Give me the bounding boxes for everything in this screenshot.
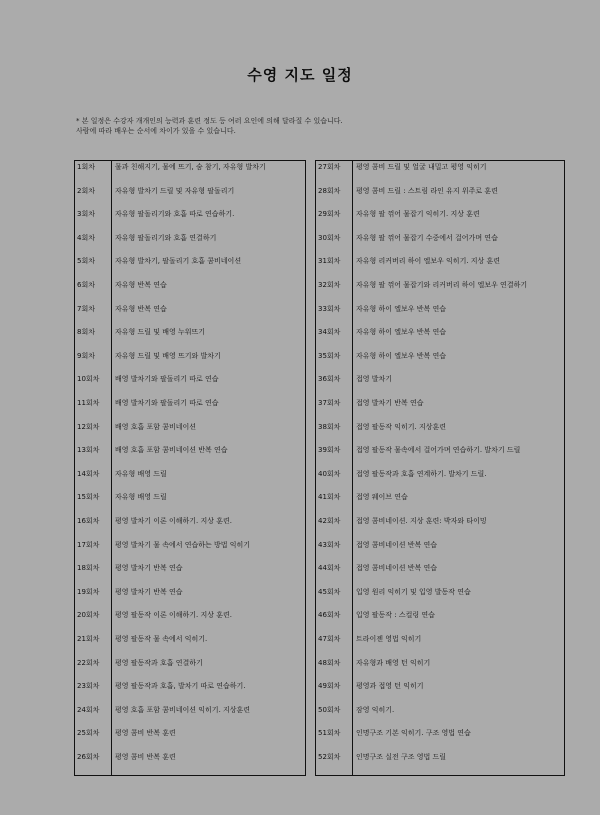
schedule-row <box>75 422 305 446</box>
schedule-row <box>75 209 305 233</box>
session-number: 43회차 <box>318 540 341 549</box>
schedule-row <box>75 658 305 682</box>
session-number: 18회차 <box>77 564 100 573</box>
session-content: 평영 콤비 드릴 및 얼굴 내밀고 평영 익히기 <box>356 163 487 171</box>
session-content: 평영 콤비 드릴 : 스트림 라인 유지 위주로 훈련 <box>356 186 498 195</box>
session-content: 입영 팔동작 : 스컬링 연습 <box>356 611 435 620</box>
session-content: 배영 호흡 포함 콤비네이션 반복 연습 <box>115 446 228 455</box>
schedule-row <box>316 705 564 729</box>
session-number: 51회차 <box>318 729 341 738</box>
schedule-row <box>75 374 305 398</box>
session-content: 자유형 팔 꺾어 물잡기 수중에서 걸어가며 연습 <box>356 233 498 242</box>
schedule-row <box>316 681 564 705</box>
session-number: 8회차 <box>77 328 95 337</box>
schedule-row <box>316 658 564 682</box>
session-content: 자유형 드릴 및 배영 누워뜨기 <box>115 328 206 337</box>
session-content: 자유형 리커버리 하이 엘보우 익히기. 지상 훈련 <box>356 257 501 266</box>
session-content: 자유형 팔 꺾어 물잡기와 리커버리 하이 엘보우 연결하기 <box>356 281 528 289</box>
schedule-row <box>75 162 305 186</box>
session-content: 접영 팔동작 익히기. 지상훈련 <box>356 422 447 431</box>
schedule-row <box>316 516 564 540</box>
session-content: 자유형 팔돌리기와 호흡 따로 연습하기. <box>115 210 235 219</box>
session-content: 평영 팔동작과 호흡, 발차기 따로 연습하기. <box>115 682 246 691</box>
schedule-row <box>316 186 564 210</box>
session-content: 평영 콤비 반복 훈련 <box>115 753 176 761</box>
session-number: 32회차 <box>318 281 341 289</box>
session-number: 52회차 <box>318 753 341 761</box>
schedule-row <box>316 540 564 564</box>
schedule-row <box>75 280 305 304</box>
session-content: 자유형 드릴 및 배영 뜨기와 발차기 <box>115 351 221 360</box>
schedule-notes <box>76 116 343 136</box>
session-number: 34회차 <box>318 328 341 337</box>
schedule-row <box>316 233 564 257</box>
schedule-row <box>75 634 305 658</box>
schedule-row <box>316 209 564 233</box>
session-number: 30회차 <box>318 233 341 242</box>
session-number: 48회차 <box>318 658 341 667</box>
schedule-row <box>75 516 305 540</box>
session-content: 평영 발차기 반복 연습 <box>115 564 183 573</box>
note-line: * 본 일정은 수강자 개개인의 능력과 훈련 정도 등 여러 요인에 의해 달라질 수 있습니다. <box>76 117 343 125</box>
session-number: 45회차 <box>318 587 341 596</box>
schedule-table-right <box>315 160 565 776</box>
session-number: 23회차 <box>77 682 100 691</box>
session-content: 접영 팔동작과 호흡 연계하기. 발차기 드릴. <box>356 469 487 478</box>
schedule-row <box>75 469 305 493</box>
schedule-row <box>316 587 564 611</box>
session-number: 46회차 <box>318 611 341 620</box>
session-content: 자유형 발차기 드릴 및 자유형 팔돌리기 <box>115 186 235 195</box>
schedule-row <box>316 304 564 328</box>
session-content: 자유형 하이 엘보우 반복 연습 <box>356 328 447 337</box>
session-number: 17회차 <box>77 540 100 549</box>
session-content: 자유형과 배영 턴 익히기 <box>356 658 431 667</box>
session-number: 33회차 <box>318 304 341 313</box>
session-content: 평영 발차기 이론 이해하기. 지상 훈련. <box>115 517 233 525</box>
schedule-row <box>316 162 564 186</box>
session-number: 9회차 <box>77 351 95 360</box>
session-number: 13회차 <box>77 446 100 455</box>
session-content: 배영 호흡 포함 콤비네이션 <box>115 422 197 431</box>
schedule-table-left <box>74 160 306 776</box>
schedule-row <box>316 469 564 493</box>
session-content: 평영 팔동작과 호흡 연결하기 <box>115 658 203 667</box>
schedule-row <box>316 422 564 446</box>
session-number: 6회차 <box>77 281 95 289</box>
session-content: 배영 발차기와 팔돌리기 따로 연습 <box>115 399 219 407</box>
session-number: 39회차 <box>318 446 341 455</box>
session-content: 트라이젠 영법 익히기 <box>356 635 422 643</box>
schedule-row <box>316 398 564 422</box>
session-content: 평영과 접영 턴 익히기 <box>356 682 424 691</box>
session-number: 31회차 <box>318 257 341 266</box>
schedule-row <box>75 728 305 752</box>
schedule-row <box>316 610 564 634</box>
session-number: 49회차 <box>318 682 341 691</box>
session-number: 26회차 <box>77 753 100 761</box>
session-content: 자유형 발차기, 팔돌리기 호흡 콤비네이션 <box>115 257 242 266</box>
session-number: 40회차 <box>318 469 341 478</box>
schedule-row <box>316 728 564 752</box>
schedule-row <box>316 327 564 351</box>
session-content: 접영 콤비네이션 반복 연습 <box>356 540 438 549</box>
note-line: 사람에 따라 배우는 순서에 차이가 있을 수 있습니다. <box>76 127 236 135</box>
session-content: 인명구조 기본 익히기. 구조 영법 연습 <box>356 729 471 738</box>
schedule-row <box>316 563 564 587</box>
session-content: 입영 원리 익히기 및 입영 발동작 연습 <box>356 587 471 596</box>
session-content: 자유형 하이 엘보우 반복 연습 <box>356 351 447 360</box>
session-number: 22회차 <box>77 658 100 667</box>
schedule-row <box>75 351 305 375</box>
session-content: 접영 발차기 <box>356 375 393 384</box>
session-content: 배영 발차기와 팔돌리기 따로 연습 <box>115 375 219 384</box>
session-content: 잠영 익히기. <box>356 705 395 714</box>
session-content: 접영 발차기 반복 연습 <box>356 399 424 407</box>
session-content: 평영 발차기 반복 연습 <box>115 587 183 596</box>
schedule-row <box>75 563 305 587</box>
page-title: 수영 지도 일정 <box>247 66 353 84</box>
schedule-row <box>75 186 305 210</box>
session-number: 42회차 <box>318 517 341 525</box>
schedule-row <box>75 256 305 280</box>
schedule-row <box>316 351 564 375</box>
session-number: 29회차 <box>318 210 341 219</box>
session-number: 24회차 <box>77 705 100 714</box>
schedule-row <box>316 752 564 776</box>
session-number: 7회차 <box>77 304 95 313</box>
session-number: 38회차 <box>318 422 341 431</box>
schedule-row <box>316 492 564 516</box>
session-content: 평영 팔동작 이론 이해하기. 지상 훈련. <box>115 611 233 620</box>
session-number: 16회차 <box>77 517 100 525</box>
session-number: 15회차 <box>77 493 100 502</box>
session-number: 20회차 <box>77 611 100 620</box>
schedule-row <box>316 374 564 398</box>
session-number: 4회차 <box>77 233 95 242</box>
session-number: 12회차 <box>77 422 100 431</box>
schedule-row <box>316 634 564 658</box>
schedule-row <box>75 304 305 328</box>
schedule-row <box>75 540 305 564</box>
session-content: 평영 발차기 물 속에서 연습하는 방법 익히기 <box>115 540 251 549</box>
schedule-row <box>75 233 305 257</box>
session-number: 25회차 <box>77 729 100 738</box>
session-content: 인명구조 실전 구조 영법 드릴 <box>356 753 447 761</box>
schedule-row <box>75 705 305 729</box>
schedule-row <box>75 398 305 422</box>
schedule-row <box>75 752 305 776</box>
schedule-row <box>75 681 305 705</box>
session-number: 14회차 <box>77 469 100 478</box>
session-number: 5회차 <box>77 257 95 266</box>
session-number: 11회차 <box>77 399 100 407</box>
session-content: 자유형 배영 드릴 <box>115 493 167 502</box>
session-content: 평영 팔동작 물 속에서 익히기. <box>115 635 208 643</box>
session-number: 3회차 <box>77 210 95 219</box>
session-content: 평영 콤비 반복 훈련 <box>115 729 176 738</box>
schedule-row <box>316 256 564 280</box>
session-number: 36회차 <box>318 375 341 384</box>
session-content: 자유형 하이 엘보우 반복 연습 <box>356 304 447 313</box>
session-number: 44회차 <box>318 564 341 573</box>
session-content: 자유형 팔 꺾어 물잡기 익히기. 지상 훈련 <box>356 210 480 219</box>
session-number: 37회차 <box>318 399 341 407</box>
session-content: 자유형 반복 연습 <box>115 281 167 289</box>
session-content: 접영 웨이브 연습 <box>356 493 408 502</box>
session-number: 2회차 <box>77 186 95 195</box>
schedule-row <box>75 610 305 634</box>
session-number: 28회차 <box>318 186 341 195</box>
session-number: 35회차 <box>318 351 341 360</box>
session-number: 50회차 <box>318 705 341 714</box>
session-content: 자유형 배영 드릴 <box>115 469 167 478</box>
schedule-row <box>75 327 305 351</box>
session-number: 10회차 <box>77 375 100 384</box>
session-number: 41회차 <box>318 493 341 502</box>
schedule-row <box>75 492 305 516</box>
session-number: 27회차 <box>318 163 341 171</box>
schedule-row <box>316 280 564 304</box>
session-content: 접영 콤비네이션. 지상 훈련: 박자와 타이밍 <box>356 517 487 525</box>
session-content: 자유형 반복 연습 <box>115 304 167 313</box>
schedule-row <box>75 445 305 469</box>
session-number: 21회차 <box>77 635 100 643</box>
session-number: 1회차 <box>77 163 95 171</box>
schedule-row <box>316 445 564 469</box>
session-content: 물과 친해지기, 물에 뜨기, 숨 참기, 자유형 발차기 <box>115 163 266 171</box>
session-number: 19회차 <box>77 587 100 596</box>
schedule-row <box>75 587 305 611</box>
session-number: 47회차 <box>318 635 341 643</box>
session-content: 평영 호흡 포함 콤비네이션 익히기. 지상훈련 <box>115 705 251 714</box>
session-content: 자유형 팔돌리기와 호흡 연결하기 <box>115 233 217 242</box>
session-content: 접영 콤비네이션 반복 연습 <box>356 564 438 573</box>
session-content: 접영 팔동작 물속에서 걸어가며 연습하기. 발차기 드릴 <box>356 446 521 455</box>
